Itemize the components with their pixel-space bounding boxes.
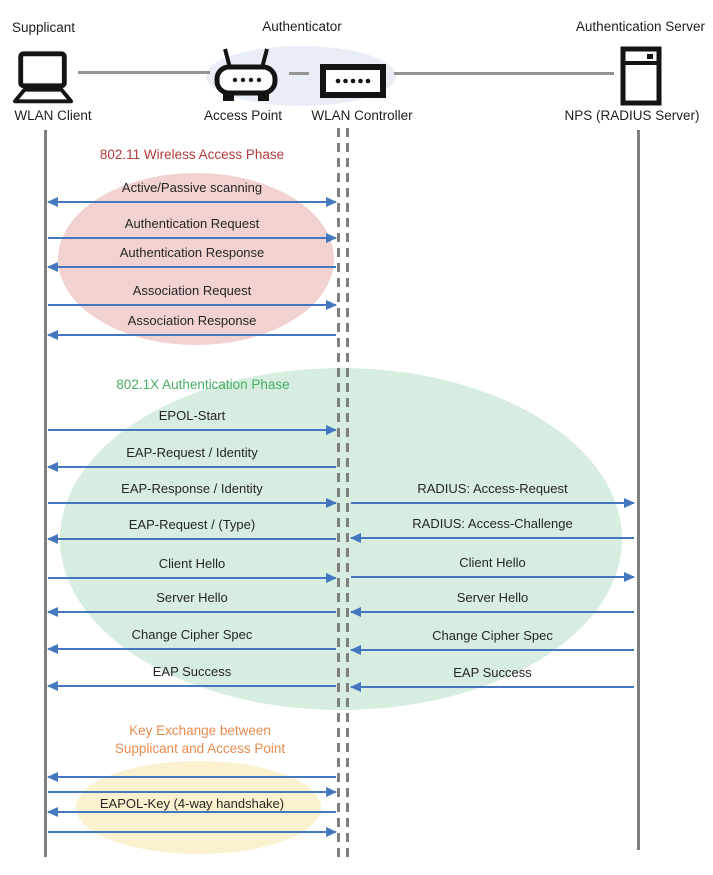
phase1-title: 802.11 Wireless Access Phase bbox=[99, 147, 285, 162]
wlan-controller-lifeline-right bbox=[346, 128, 349, 863]
wlan-controller-icon bbox=[320, 64, 386, 98]
message-arrow bbox=[351, 532, 634, 544]
message-label: EAP-Request / (Type) bbox=[128, 517, 256, 532]
message-arrow bbox=[48, 806, 336, 818]
message-label: Change Cipher Spec bbox=[131, 627, 253, 642]
laptop-icon bbox=[12, 50, 74, 106]
message-arrow bbox=[48, 680, 336, 692]
message-arrow bbox=[48, 196, 336, 208]
message-label: Association Request bbox=[132, 283, 252, 298]
message-label: EAP Success bbox=[453, 665, 532, 680]
role-auth-server: Authentication Server bbox=[575, 19, 705, 34]
phase3-title-line1: Key Exchange between bbox=[129, 723, 271, 738]
message-arrow bbox=[48, 261, 336, 273]
message-arrow bbox=[351, 644, 634, 656]
access-point-icon bbox=[212, 46, 280, 106]
message-label: Client Hello bbox=[459, 555, 526, 570]
message-arrow bbox=[48, 826, 336, 838]
link-controller-server bbox=[394, 72, 614, 75]
message-label: EAP Success bbox=[152, 664, 232, 679]
message-arrow bbox=[48, 606, 336, 618]
message-arrow bbox=[351, 606, 634, 618]
message-label: Client Hello bbox=[158, 556, 226, 571]
wlan-controller-lifeline-left bbox=[337, 128, 340, 863]
message-arrow bbox=[48, 643, 336, 655]
message-arrow bbox=[48, 329, 336, 341]
message-arrow bbox=[48, 497, 336, 509]
message-arrow bbox=[48, 232, 336, 244]
message-label: RADIUS: Access-Request bbox=[417, 481, 568, 496]
message-arrow bbox=[351, 571, 634, 583]
message-arrow bbox=[48, 461, 336, 473]
message-arrow bbox=[351, 497, 634, 509]
wlan-client-lifeline bbox=[44, 130, 47, 857]
actor-nps: NPS (RADIUS Server) bbox=[564, 108, 700, 123]
message-label: EPOL-Start bbox=[158, 408, 226, 423]
phase3-title-line2: Supplicant and Access Point bbox=[114, 741, 286, 756]
actor-wlan-client: WLAN Client bbox=[14, 108, 92, 123]
link-client-ap bbox=[78, 71, 210, 74]
message-label: Authentication Response bbox=[119, 245, 265, 260]
message-arrow bbox=[48, 771, 336, 783]
message-arrow bbox=[48, 299, 336, 311]
message-label: EAP-Response / Identity bbox=[121, 481, 263, 496]
role-supplicant: Supplicant bbox=[12, 20, 76, 35]
message-label: EAPOL-Key (4-way handshake) bbox=[99, 796, 285, 811]
message-label: Server Hello bbox=[456, 590, 529, 605]
message-arrow bbox=[48, 572, 336, 584]
message-label: Association Response bbox=[127, 313, 257, 328]
message-arrow bbox=[351, 681, 634, 693]
server-icon bbox=[620, 46, 662, 106]
message-label: Change Cipher Spec bbox=[432, 628, 553, 643]
actor-access-point: Access Point bbox=[203, 108, 283, 123]
message-arrow bbox=[48, 533, 336, 545]
message-label: RADIUS: Access-Challenge bbox=[412, 516, 573, 531]
link-ap-controller bbox=[289, 72, 309, 75]
message-arrow bbox=[48, 424, 336, 436]
phase2-title: 802.1X Authentication Phase bbox=[116, 377, 290, 392]
message-label: Authentication Request bbox=[124, 216, 260, 231]
actor-wlan-controller: WLAN Controller bbox=[311, 108, 413, 123]
message-label: EAP-Request / Identity bbox=[126, 445, 258, 460]
role-authenticator: Authenticator bbox=[262, 19, 342, 34]
message-label: Server Hello bbox=[156, 590, 228, 605]
server-lifeline bbox=[637, 130, 640, 850]
message-label: Active/Passive scanning bbox=[121, 180, 263, 195]
